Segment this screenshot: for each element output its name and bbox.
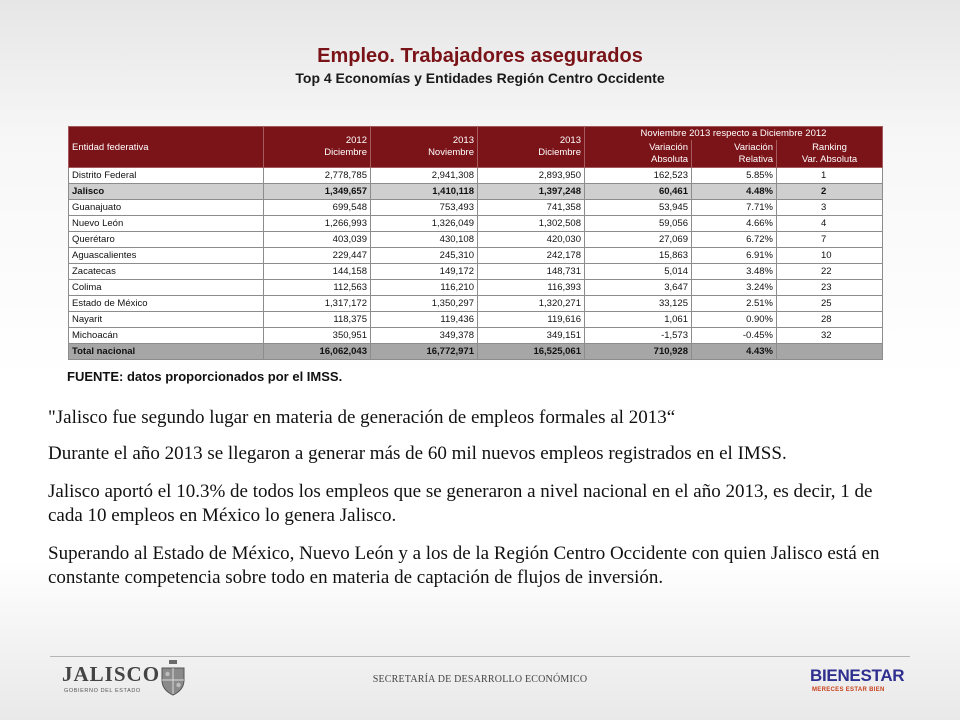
header-dic-2012-month: Diciembre: [324, 147, 367, 158]
cell-var-rel: 2.51%: [692, 296, 777, 312]
jalisco-logo-sub: GOBIERNO DEL ESTADO: [64, 688, 141, 694]
cell-var-abs: 710,928: [585, 344, 692, 360]
cell-dic-2012: 2,778,785: [264, 168, 371, 184]
cell-rank: 22: [777, 264, 883, 280]
page-title: Empleo. Trabajadores asegurados: [317, 45, 643, 67]
table-row: [69, 200, 883, 216]
cell-var-abs: 60,461: [585, 184, 692, 200]
paragraph: Superando al Estado de México, Nuevo León y a los de la Región Centro Occidente con quien Jalisco está en constante competencia sobre todo en materia de captación de flujos de inversión.: [48, 543, 880, 588]
cell-dic-2012: 229,447: [264, 248, 371, 264]
header-dic-2013-month: Diciembre: [538, 147, 581, 158]
cell-dic-2013: 2,893,950: [478, 168, 585, 184]
cell-var-rel: 3.24%: [692, 280, 777, 296]
cell-nov-2013: 349,378: [371, 328, 478, 344]
source-note: FUENTE: datos proporcionados por el IMSS.: [67, 369, 343, 384]
header-var-abs: [585, 140, 692, 167]
cell-dic-2013: 119,616: [478, 312, 585, 328]
cell-var-abs: 33,125: [585, 296, 692, 312]
cell-var-abs: 162,523: [585, 168, 692, 184]
cell-rank: 2: [777, 184, 883, 200]
cell-nov-2013: 753,493: [371, 200, 478, 216]
cell-dic-2012: 403,039: [264, 232, 371, 248]
footer-divider: [50, 656, 910, 657]
page-subtitle: Top 4 Economías y Entidades Región Centro Occidente: [295, 70, 665, 86]
header-nov-2013: [371, 127, 478, 168]
cell-rank: 7: [777, 232, 883, 248]
body-text: [48, 406, 898, 604]
cell-var-rel: 0.90%: [692, 312, 777, 328]
cell-state: Estado de México: [69, 296, 264, 312]
cell-dic-2013: 242,178: [478, 248, 585, 264]
header-var-rel-line2: Relativa: [738, 153, 773, 165]
cell-nov-2013: 149,172: [371, 264, 478, 280]
header-group: Noviembre 2013 respecto a Diciembre 2012: [585, 127, 883, 141]
table-row: [69, 264, 883, 280]
cell-nov-2013: 2,941,308: [371, 168, 478, 184]
cell-nov-2013: 1,326,049: [371, 216, 478, 232]
cell-state: Querétaro: [69, 232, 264, 248]
cell-nov-2013: 16,772,971: [371, 344, 478, 360]
cell-var-abs: 53,945: [585, 200, 692, 216]
cell-dic-2012: 112,563: [264, 280, 371, 296]
header-var-rel-line1: Variación: [734, 141, 773, 153]
bienestar-logo-sub: MERECES ESTAR BIEN: [812, 687, 885, 693]
table-row-highlight: [69, 184, 883, 200]
cell-var-rel: 6.72%: [692, 232, 777, 248]
cell-dic-2012: 1,266,993: [264, 216, 371, 232]
cell-dic-2013: 349,151: [478, 328, 585, 344]
cell-var-abs: 27,069: [585, 232, 692, 248]
cell-nov-2013: 1,350,297: [371, 296, 478, 312]
cell-state: Zacatecas: [69, 264, 264, 280]
cell-state: Guanajuato: [69, 200, 264, 216]
header-nov-2013-year: 2013: [452, 135, 474, 146]
cell-var-rel: 3.48%: [692, 264, 777, 280]
cell-nov-2013: 1,410,118: [371, 184, 478, 200]
table-row: [69, 216, 883, 232]
cell-state: Total nacional: [69, 344, 264, 360]
cell-rank: 28: [777, 312, 883, 328]
table-row-total: [69, 344, 883, 360]
header-var-abs-line2: Absoluta: [651, 153, 688, 165]
jalisco-logo-word: JALISCO: [62, 662, 161, 686]
header-dic-2013: [478, 127, 585, 168]
table-row: [69, 296, 883, 312]
cell-dic-2012: 1,349,657: [264, 184, 371, 200]
bienestar-logo: [810, 664, 910, 700]
paragraph: Durante el año 2013 se llegaron a generar más de 60 mil nuevos empleos registrados en el IMSS.: [48, 443, 787, 464]
header-rank-line2: Var. Absoluta: [801, 153, 858, 165]
cell-dic-2013: 1,397,248: [478, 184, 585, 200]
title-block: [0, 44, 960, 86]
cell-var-abs: 1,061: [585, 312, 692, 328]
cell-rank: 25: [777, 296, 883, 312]
header-nov-2013-month: Noviembre: [428, 147, 474, 158]
cell-var-rel: 4.48%: [692, 184, 777, 200]
cell-var-abs: -1,573: [585, 328, 692, 344]
header-var-abs-line1: Variación: [649, 141, 688, 153]
header-rank: [777, 140, 883, 167]
cell-dic-2013: 1,320,271: [478, 296, 585, 312]
cell-dic-2013: 16,525,061: [478, 344, 585, 360]
header-dic-2013-year: 2013: [559, 135, 581, 146]
footer-text: SECRETARÍA DE DESARROLLO ECONÓMICO: [372, 674, 588, 685]
table-row: [69, 248, 883, 264]
header-rank-line1: Ranking: [812, 141, 847, 153]
cell-var-rel: 4.66%: [692, 216, 777, 232]
cell-dic-2012: 1,317,172: [264, 296, 371, 312]
cell-dic-2012: 118,375: [264, 312, 371, 328]
header-dic-2012: [264, 127, 371, 168]
cell-dic-2012: 350,951: [264, 328, 371, 344]
cell-rank: [777, 344, 883, 360]
cell-state: Jalisco: [69, 184, 264, 200]
cell-rank: 23: [777, 280, 883, 296]
cell-nov-2013: 430,108: [371, 232, 478, 248]
cell-dic-2013: 148,731: [478, 264, 585, 280]
cell-dic-2012: 699,548: [264, 200, 371, 216]
cell-rank: 4: [777, 216, 883, 232]
paragraph: Jalisco aportó el 10.3% de todos los empleos que se generaron a nivel nacional en el año 2013, es decir, 1 de cada 10 empleos en México lo genera Jalisco.: [48, 481, 873, 526]
cell-var-abs: 15,863: [585, 248, 692, 264]
cell-nov-2013: 119,436: [371, 312, 478, 328]
cell-rank: 32: [777, 328, 883, 344]
cell-nov-2013: 116,210: [371, 280, 478, 296]
cell-rank: 10: [777, 248, 883, 264]
cell-var-rel: 4.43%: [692, 344, 777, 360]
table-row: [69, 312, 883, 328]
cell-nov-2013: 245,310: [371, 248, 478, 264]
employment-table: [68, 126, 883, 360]
cell-dic-2012: 16,062,043: [264, 344, 371, 360]
cell-state: Aguascalientes: [69, 248, 264, 264]
table-row: [69, 328, 883, 344]
cell-state: Nuevo León: [69, 216, 264, 232]
cell-var-rel: 5.85%: [692, 168, 777, 184]
header-state: Entidad federativa: [69, 127, 264, 168]
bienestar-logo-word: BIENESTAR: [810, 666, 905, 685]
cell-dic-2013: 741,358: [478, 200, 585, 216]
cell-state: Michoacán: [69, 328, 264, 344]
header-var-rel: [692, 140, 777, 167]
cell-dic-2013: 116,393: [478, 280, 585, 296]
cell-rank: 1: [777, 168, 883, 184]
cell-dic-2013: 420,030: [478, 232, 585, 248]
cell-var-rel: 7.71%: [692, 200, 777, 216]
table-row: [69, 232, 883, 248]
cell-var-rel: -0.45%: [692, 328, 777, 344]
paragraph-quote: "Jalisco fue segundo lugar en materia de generación de empleos formales al 2013“: [48, 407, 676, 428]
cell-var-abs: 5,014: [585, 264, 692, 280]
table-row: [69, 280, 883, 296]
cell-dic-2012: 144,158: [264, 264, 371, 280]
header-dic-2012-year: 2012: [345, 135, 367, 146]
cell-var-rel: 6.91%: [692, 248, 777, 264]
cell-state: Colima: [69, 280, 264, 296]
cell-var-abs: 3,647: [585, 280, 692, 296]
cell-state: Distrito Federal: [69, 168, 264, 184]
cell-dic-2013: 1,302,508: [478, 216, 585, 232]
cell-var-abs: 59,056: [585, 216, 692, 232]
cell-state: Nayarit: [69, 312, 264, 328]
table-row: [69, 168, 883, 184]
cell-rank: 3: [777, 200, 883, 216]
